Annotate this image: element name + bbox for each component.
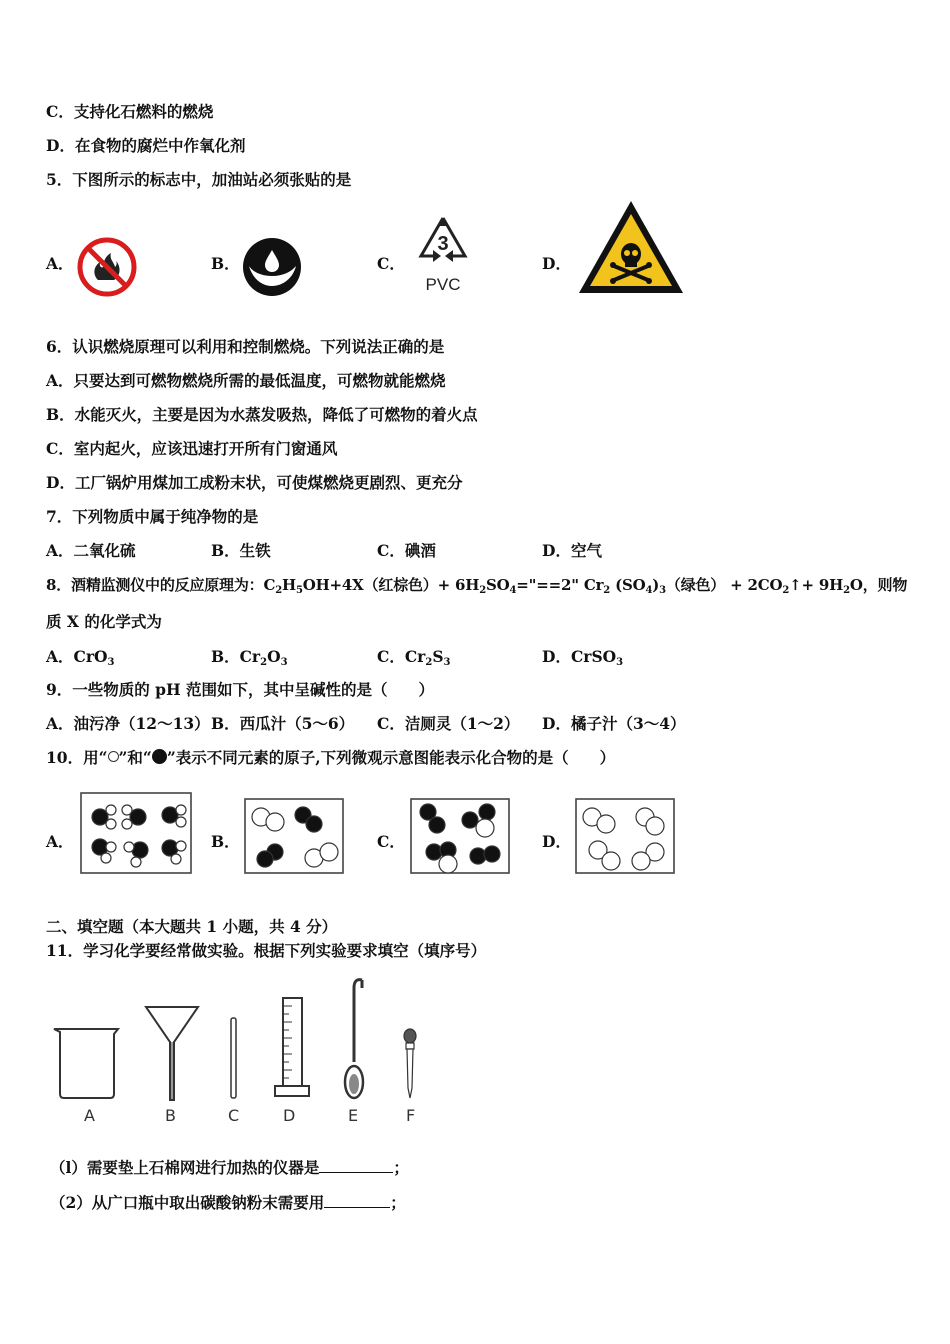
q5-label-b: B．	[211, 254, 240, 273]
q7-option-b: B．生铁	[211, 541, 271, 560]
apparatus-label-a: A	[84, 1106, 95, 1125]
q6-option-c: C．室内起火，应该迅速打开所有门窗通风	[46, 439, 338, 458]
q10-label-d: D．	[542, 832, 571, 851]
apparatus-label-b: B	[165, 1106, 176, 1125]
dropper-icon	[402, 1028, 418, 1100]
white-atom-icon	[108, 751, 119, 762]
section-heading: 二、填空题（本大题共 1 小题，共 4 分）	[46, 917, 338, 936]
q11-stem: 11．学习化学要经常做实验。根据下列实验要求填空（填序号）	[46, 941, 487, 960]
answer-blank-1[interactable]	[319, 1158, 393, 1173]
q8-equation-line: 8．酒精监测仪中的反应原理为：$C_2H_5OH+4X$（红棕色）+ $6H_2SO_4="==2$" $Cr_2$ $(SO_4)_3$（绿色） + $2CO_2↑+ 9H_2O$，则物	[46, 576, 908, 596]
q8-option-b: B．$Cr_2O_3$	[211, 647, 288, 668]
q9-option-b: B．西瓜汁（5～6）	[211, 714, 355, 733]
q7-option-d: D．空气	[542, 541, 602, 560]
q8-stem-line2: 质 X 的化学式为	[46, 612, 162, 631]
q6-option-d: D．工厂锅炉用煤加工成粉末状，可使煤燃烧更剧烈、更充分	[46, 473, 463, 492]
pvc-text: PVC	[425, 275, 461, 294]
q10-label-a: A．	[46, 832, 74, 851]
q6-option-a: A．只要达到可燃物燃烧所需的最低温度，可燃物就能燃烧	[46, 371, 446, 390]
q7-stem: 7．下列物质中属于纯净物的是	[46, 507, 259, 526]
q10-label-b: B．	[211, 832, 240, 851]
q10-label-c: C．	[377, 832, 405, 851]
q4-option-c: C．支持化石燃料的燃烧	[46, 102, 214, 121]
q5-stem: 5．下图所示的标志中，加油站必须张贴的是	[46, 170, 352, 189]
no-fire-sign-icon	[76, 236, 138, 298]
q5-label-c: C．	[377, 254, 405, 273]
spoon-icon	[340, 976, 370, 1100]
q11-sub1: （l）需要垫上石棉网进行加热的仪器是 ；	[50, 1158, 409, 1177]
toxic-warning-sign-icon	[576, 198, 686, 296]
q6-stem: 6．认识燃烧原理可以利用和控制燃烧。下列说法正确的是	[46, 337, 445, 356]
funnel-icon	[144, 1004, 200, 1104]
q5-label-d: D．	[542, 254, 571, 273]
q9-option-a: A．油污净（12～13）	[46, 714, 210, 733]
apparatus-label-f: F	[406, 1106, 416, 1125]
apparatus-label-d: D	[283, 1106, 296, 1125]
q7-option-c: C．碘酒	[377, 541, 436, 560]
molecule-diagram-b	[244, 798, 344, 874]
q8-option-d: D．CrSO$_3$	[542, 647, 624, 668]
apparatus-label-e: E	[348, 1106, 359, 1125]
black-atom-icon	[152, 749, 167, 764]
q9-option-d: D．橘子汁（3～4）	[542, 714, 686, 733]
answer-blank-2[interactable]	[324, 1193, 390, 1208]
water-saving-sign-icon	[241, 236, 303, 298]
q9-stem: 9．一些物质的 pH 范围如下，其中呈碱性的是（ ）	[46, 680, 435, 699]
q11-sub2: （2）从广口瓶中取出碳酸钠粉末需要用 ；	[50, 1193, 406, 1212]
q10-stem: 10．用“ ”和“ ”表示不同元素的原子,下列微观示意图能表示化合物的是（ ）	[46, 748, 616, 767]
q7-option-a: A．二氧化硫	[46, 541, 136, 560]
apparatus-label-c: C	[228, 1106, 240, 1125]
q6-option-b: B．水能灭火，主要是因为水蒸发吸热，降低了可燃物的着火点	[46, 405, 478, 424]
beaker-icon	[52, 1026, 122, 1100]
molecule-diagram-a	[80, 792, 192, 874]
glass-rod-icon	[228, 1016, 240, 1100]
q4-option-d: D．在食物的腐烂中作氧化剂	[46, 136, 246, 155]
q8-option-a: A．CrO$_3$	[46, 647, 115, 668]
measuring-cylinder-icon	[272, 996, 312, 1100]
molecule-diagram-d	[575, 798, 675, 874]
q5-label-a: A．	[46, 254, 74, 273]
pvc-recycling-sign-icon	[411, 214, 475, 296]
q9-option-c: C．洁厕灵（1～2）	[377, 714, 520, 733]
q8-option-c: C．$Cr_2S_3$	[377, 647, 451, 668]
molecule-diagram-c	[410, 798, 510, 874]
pvc-number: 3	[437, 233, 449, 255]
